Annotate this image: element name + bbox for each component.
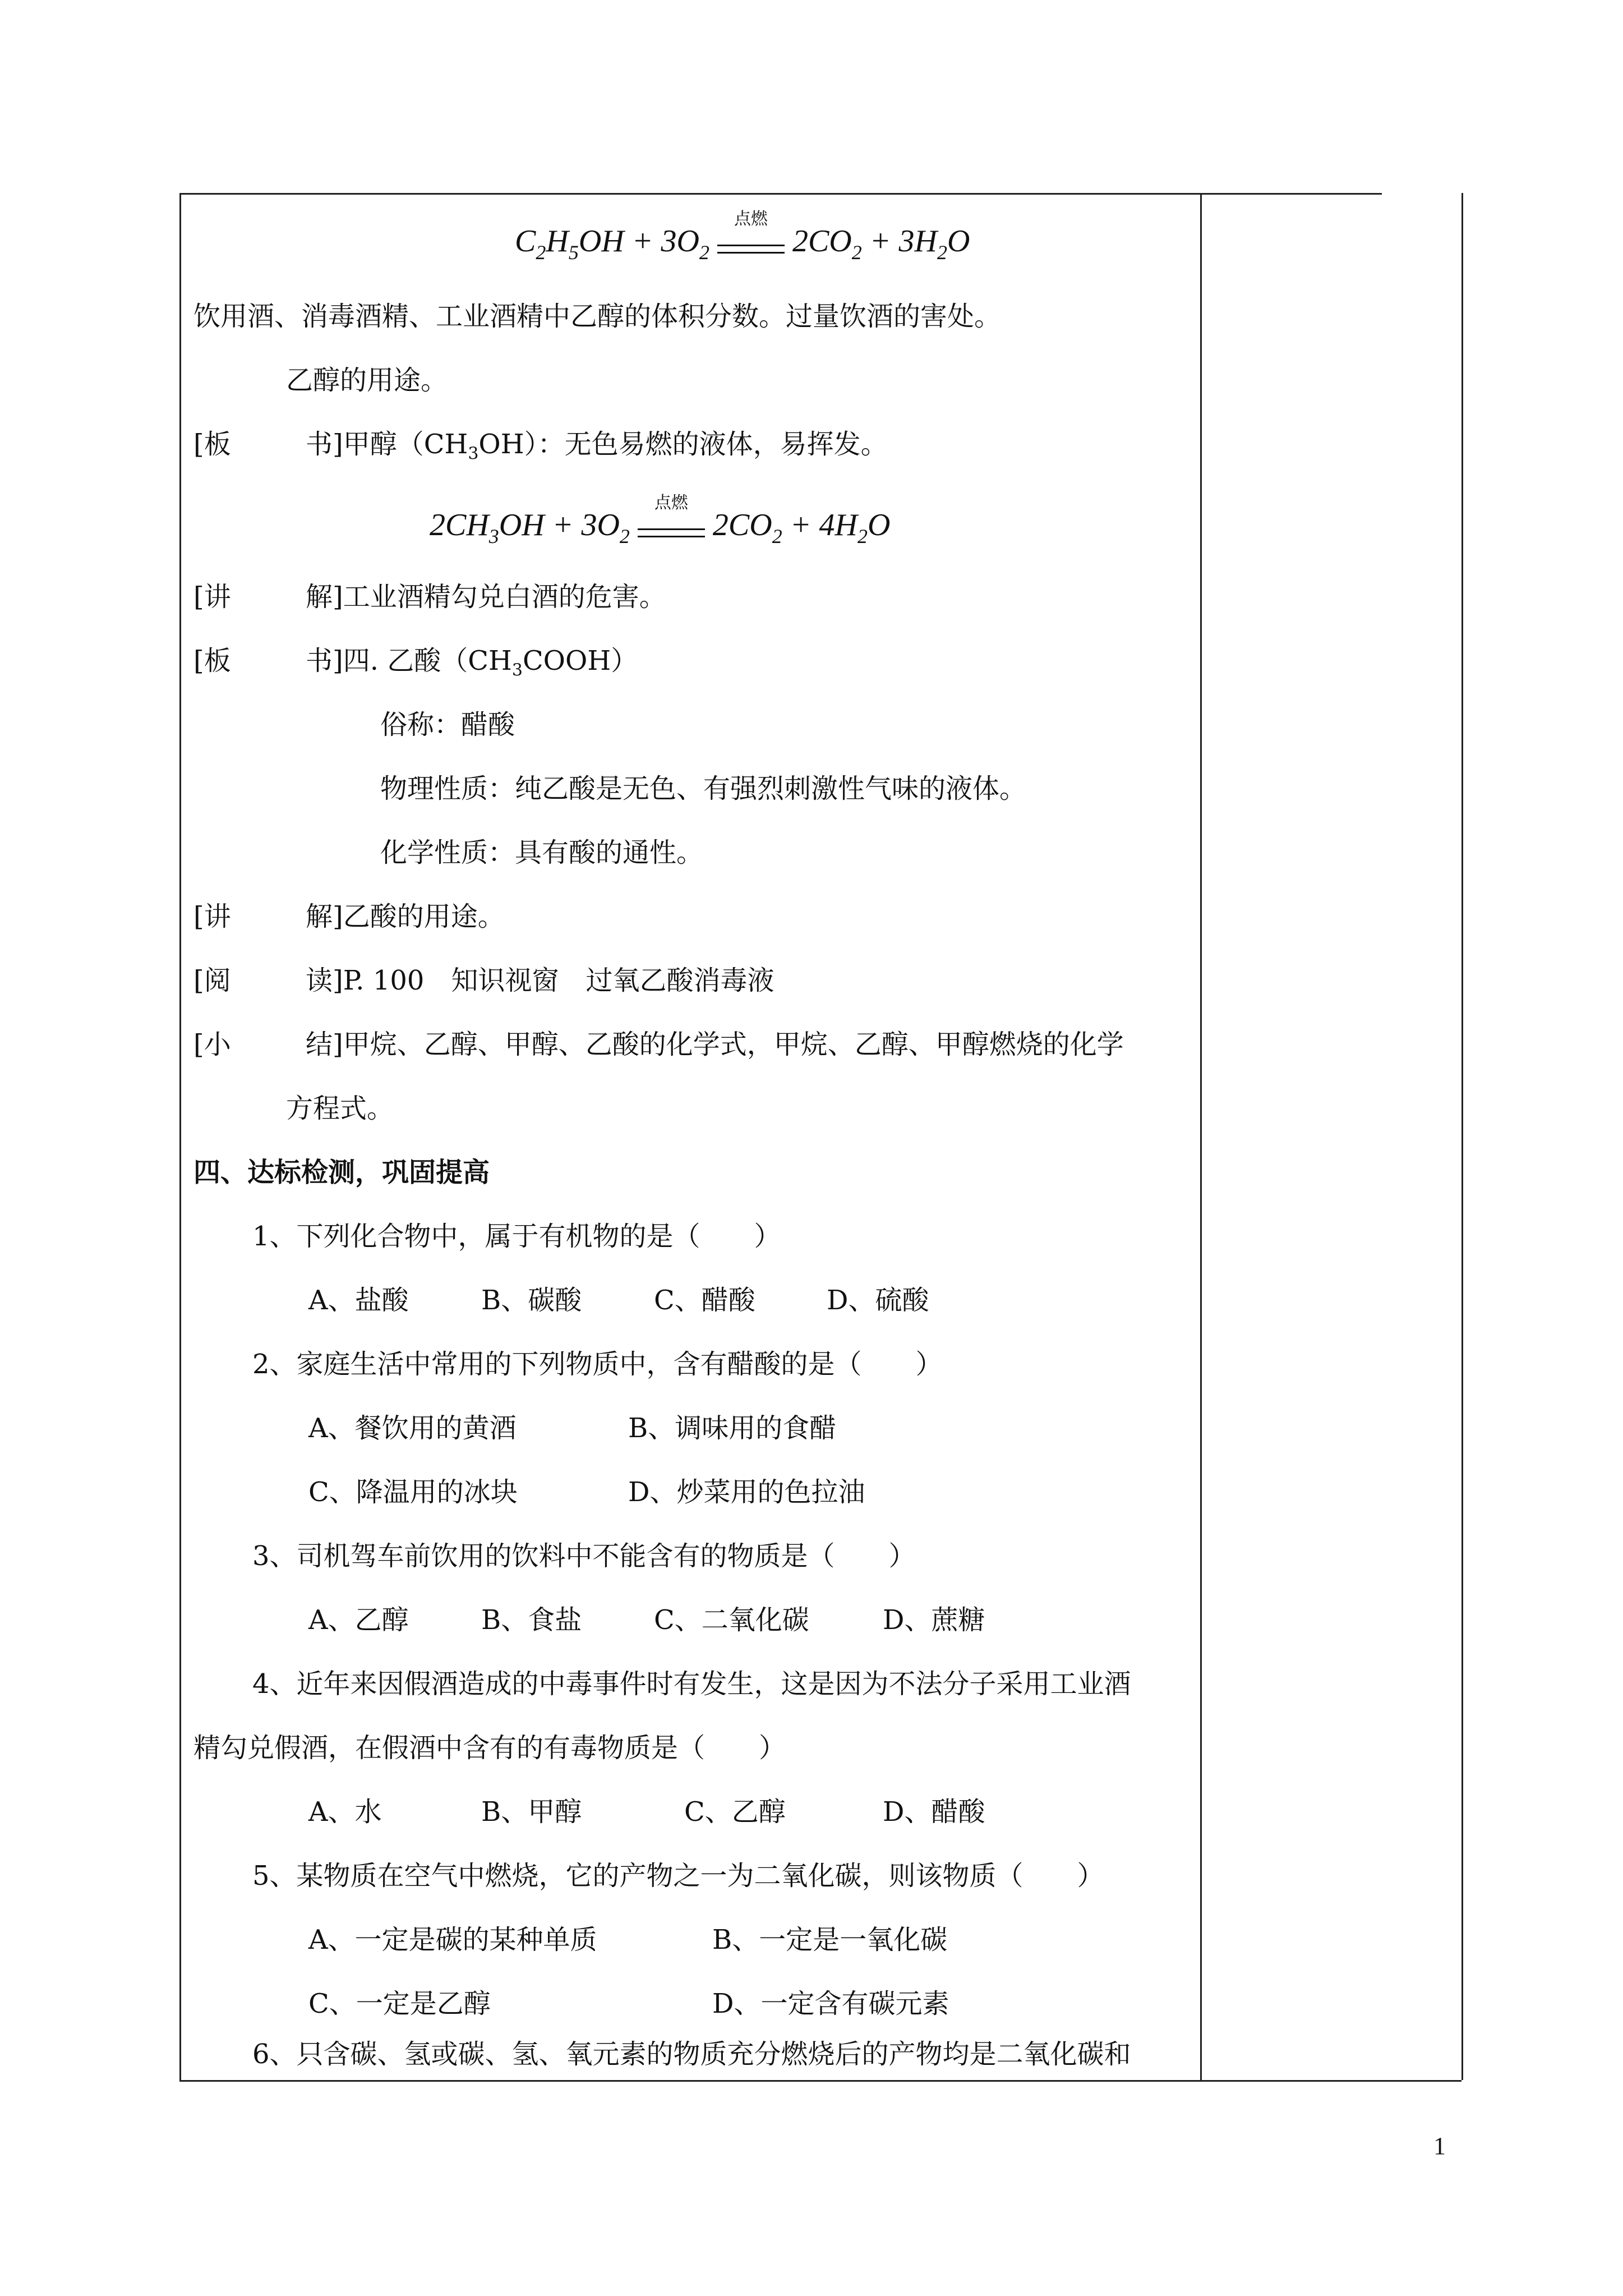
q1-option-a: A、盐酸 [308, 1285, 409, 1316]
section-heading: 四、达标检测，巩固提高 [193, 1157, 490, 1188]
q1-option-b: B、碳酸 [481, 1285, 582, 1316]
reaction-condition-arrow: 点燃 [717, 242, 785, 251]
table-left-border [179, 193, 181, 2080]
board-note-line: [板 书]甲醇$(CH_3OH)$：无色易燃的液体，易挥发。 [193, 429, 888, 464]
q5-option-a: A、一定是碳的某种单质 [308, 1924, 597, 1955]
q2-option-a: A、餐饮用的黄酒 [308, 1412, 517, 1444]
question-4-continued: 精勾兑假酒，在假酒中含有的有毒物质是（ ） [193, 1732, 786, 1764]
q4-option-b: B、甲醇 [481, 1796, 582, 1828]
text-line: 俗称：醋酸 [380, 709, 515, 740]
text-line: 乙醇的用途。 [286, 365, 448, 396]
q4-option-c: C、乙醇 [684, 1796, 786, 1828]
reaction-condition-arrow: 点燃 [638, 526, 705, 535]
lecture-note-line: [讲 解]乙酸的用途。 [193, 901, 505, 932]
table-column-divider [1200, 193, 1202, 2080]
q3-option-d: D、蔗糖 [883, 1604, 985, 1636]
q2-option-d: D、炒菜用的色拉油 [628, 1476, 865, 1508]
text-line: 化学性质：具有酸的通性。 [380, 837, 704, 868]
q3-option-c: C、二氧化碳 [654, 1604, 809, 1636]
text-line: 物理性质：纯乙酸是无色、有强烈刺激性气味的液体。 [380, 773, 1027, 804]
q1-option-c: C、醋酸 [654, 1285, 755, 1316]
summary-note-line: [小 结]甲烷、乙醇、甲醇、乙酸的化学式，甲烷、乙醇、甲醇燃烧的化学 [193, 1029, 1124, 1060]
ethanol-combustion-equation: $C_2H_5OH + 3O_2$ 点燃 $2CO_2 + 3H_2O$ [515, 209, 970, 264]
table-bottom-border [179, 2080, 1461, 2082]
q5-option-b: B、一定是一氧化碳 [712, 1924, 948, 1955]
q1-option-d: D、硫酸 [827, 1285, 929, 1316]
table-right-border [1461, 193, 1463, 2080]
q4-option-d: D、醋酸 [883, 1796, 985, 1828]
methanol-combustion-equation: $2CH_3OH + 3O_2$ 点燃 $2CO_2 + 4H_2O$ [430, 493, 891, 547]
text-line: 饮用酒、消毒酒精、工业酒精中乙醇的体积分数。过量饮酒的害处。 [193, 301, 1002, 332]
q2-option-c: C、降温用的冰块 [308, 1476, 518, 1508]
question-4: 4、近年来因假酒造成的中毒事件时有发生，这是因为不法分子采用工业酒 [252, 1668, 1131, 1700]
question-6: 6、只含碳、氢或碳、氢、氧元素的物质充分燃烧后的产物均是二氧化碳和 [252, 2039, 1131, 2070]
question-2: 2、家庭生活中常用的下列物质中，含有醋酸的是（ ） [252, 1349, 943, 1380]
page-number: 1 [1433, 2132, 1446, 2160]
lecture-note-line: [讲 解]工业酒精勾兑白酒的危害。 [193, 581, 666, 613]
q3-option-b: B、食盐 [481, 1604, 582, 1636]
reading-note-line: [阅 读]P. 100 知识视窗 过氧乙酸消毒液 [193, 965, 774, 996]
question-5: 5、某物质在空气中燃烧，它的产物之一为二氧化碳，则该物质（ ） [252, 1860, 1104, 1892]
question-1: 1、下列化合物中，属于有机物的是（ ） [252, 1221, 781, 1252]
board-note-line: [板 书]四. 乙酸$(CH_3COOH)$ [193, 645, 638, 680]
q4-option-a: A、水 [308, 1796, 382, 1828]
q2-option-b: B、调味用的食醋 [628, 1412, 837, 1444]
q3-option-a: A、乙醇 [308, 1604, 409, 1636]
q5-option-c: C、一定是乙醇 [308, 1988, 491, 2019]
text-line: 方程式。 [286, 1093, 394, 1124]
question-3: 3、司机驾车前饮用的饮料中不能含有的物质是（ ） [252, 1540, 916, 1572]
q5-option-d: D、一定含有碳元素 [712, 1988, 949, 2019]
